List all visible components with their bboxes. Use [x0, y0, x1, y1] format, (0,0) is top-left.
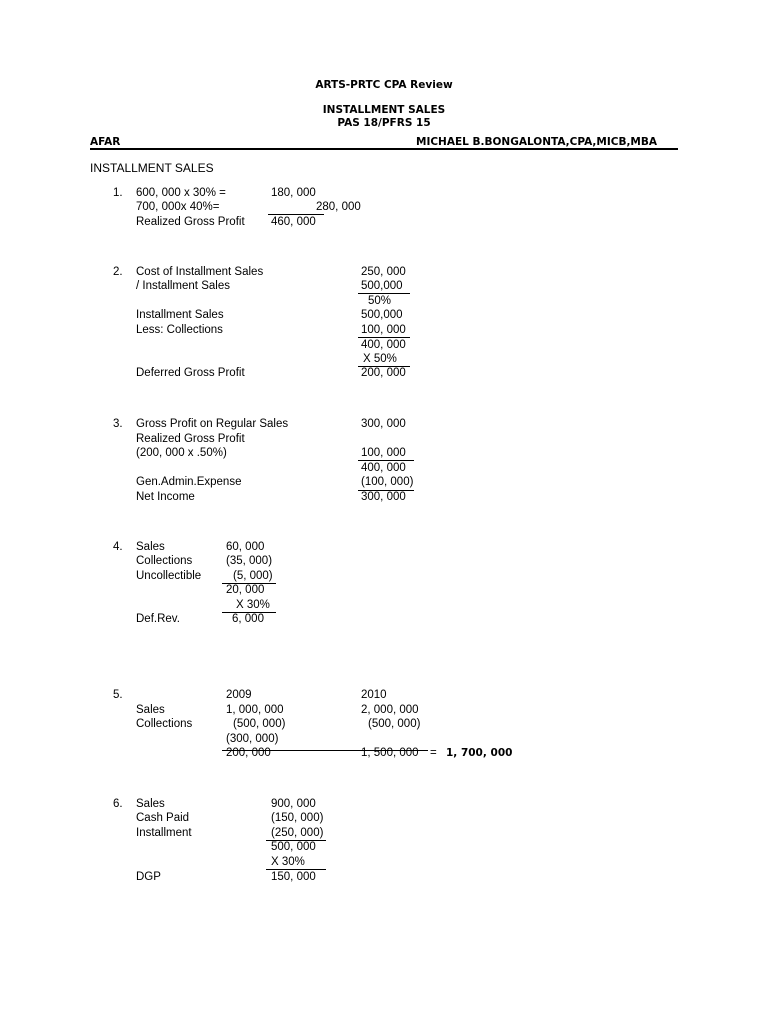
row-label: Installment: [136, 827, 192, 839]
item-number: 5.: [113, 689, 123, 701]
row-value: 150, 000: [271, 871, 316, 883]
row-label: 700, 000x 40%=: [136, 201, 220, 213]
row-label: Gross Profit on Regular Sales: [136, 418, 289, 430]
row-label: Cost of Installment Sales: [136, 266, 264, 278]
row-value: X 30%: [271, 856, 305, 868]
row-label: Realized Gross Profit: [136, 433, 245, 445]
equals-sign: =: [430, 747, 437, 759]
row-value: 100, 000: [361, 447, 406, 459]
row-value: 180, 000: [271, 187, 316, 199]
row-value: 300, 000: [361, 418, 406, 430]
row-label: DGP: [136, 871, 161, 883]
review-title: ARTS-PRTC CPA Review: [315, 79, 453, 91]
row-label: Collections: [136, 718, 193, 730]
row-value: 20, 000: [226, 584, 265, 596]
row-value: (300, 000): [226, 733, 279, 745]
row-value: 300, 000: [361, 491, 406, 503]
row-value: 100, 000: [361, 324, 406, 336]
item-number: 2.: [113, 266, 123, 278]
row-value: 400, 000: [361, 462, 406, 474]
row-label: / Installment Sales: [136, 280, 230, 292]
section-title: INSTALLMENT SALES: [90, 161, 214, 175]
row-value: (35, 000): [226, 555, 273, 567]
row-value: (500, 000): [233, 718, 286, 730]
item-number: 6.: [113, 798, 123, 810]
row-value: 60, 000: [226, 541, 265, 553]
topic-title: INSTALLMENT SALES: [322, 104, 446, 116]
row-value: (5, 000): [233, 570, 273, 582]
row-value: (150, 000): [271, 812, 324, 824]
row-value: 900, 000: [271, 798, 316, 810]
row-value: 460, 000: [271, 216, 316, 228]
header-rule: [90, 148, 678, 150]
row-label: Sales: [136, 704, 165, 716]
row-value: 280, 000: [316, 201, 361, 213]
row-label: Net Income: [136, 491, 195, 503]
row-label: Realized Gross Profit: [136, 216, 245, 228]
row-label: Def.Rev.: [136, 613, 180, 625]
row-label: Collections: [136, 555, 193, 567]
row-label: Deferred Gross Profit: [136, 367, 245, 379]
row-value: (100, 000): [361, 476, 414, 488]
row-value: X 30%: [236, 599, 270, 611]
row-label: 600, 000 x 30% =: [136, 187, 226, 199]
row-label: Gen.Admin.Expense: [136, 476, 242, 488]
row-value: X 50%: [363, 353, 397, 365]
row-label: Installment Sales: [136, 309, 224, 321]
row-label: Sales: [136, 798, 165, 810]
row-value: 500,000: [361, 280, 403, 292]
year-header: 2009: [226, 689, 252, 701]
row-label: Less: Collections: [136, 324, 223, 336]
row-label: (200, 000 x .50%): [136, 447, 227, 459]
row-value: 400, 000: [361, 339, 406, 351]
item-number: 3.: [113, 418, 123, 430]
year-header: 2010: [361, 689, 387, 701]
author-label: MICHAEL B.BONGALONTA,CPA,MICB,MBA: [416, 136, 658, 148]
item-number: 4.: [113, 541, 123, 553]
row-value: 200, 000: [361, 367, 406, 379]
subject-label: AFAR: [90, 136, 121, 148]
row-label: Cash Paid: [136, 812, 190, 824]
row-value: 500,000: [361, 309, 403, 321]
row-label: Uncollectible: [136, 570, 202, 582]
row-value: 50%: [368, 295, 392, 307]
row-value: 1, 500, 000: [361, 747, 419, 759]
row-value: (500, 000): [368, 718, 421, 730]
row-value: 2, 000, 000: [361, 704, 419, 716]
row-label: Sales: [136, 541, 165, 553]
row-value: 1, 000, 000: [226, 704, 284, 716]
row-value: 250, 000: [361, 266, 406, 278]
row-value: 200, 000: [226, 747, 271, 759]
item-number: 1.: [113, 187, 123, 199]
row-value: 6, 000: [232, 613, 264, 625]
row-value: 500, 000: [271, 841, 316, 853]
standard-title: PAS 18/PFRS 15: [337, 117, 431, 129]
grand-total: 1, 700, 000: [446, 747, 513, 759]
row-value: (250, 000): [271, 827, 324, 839]
